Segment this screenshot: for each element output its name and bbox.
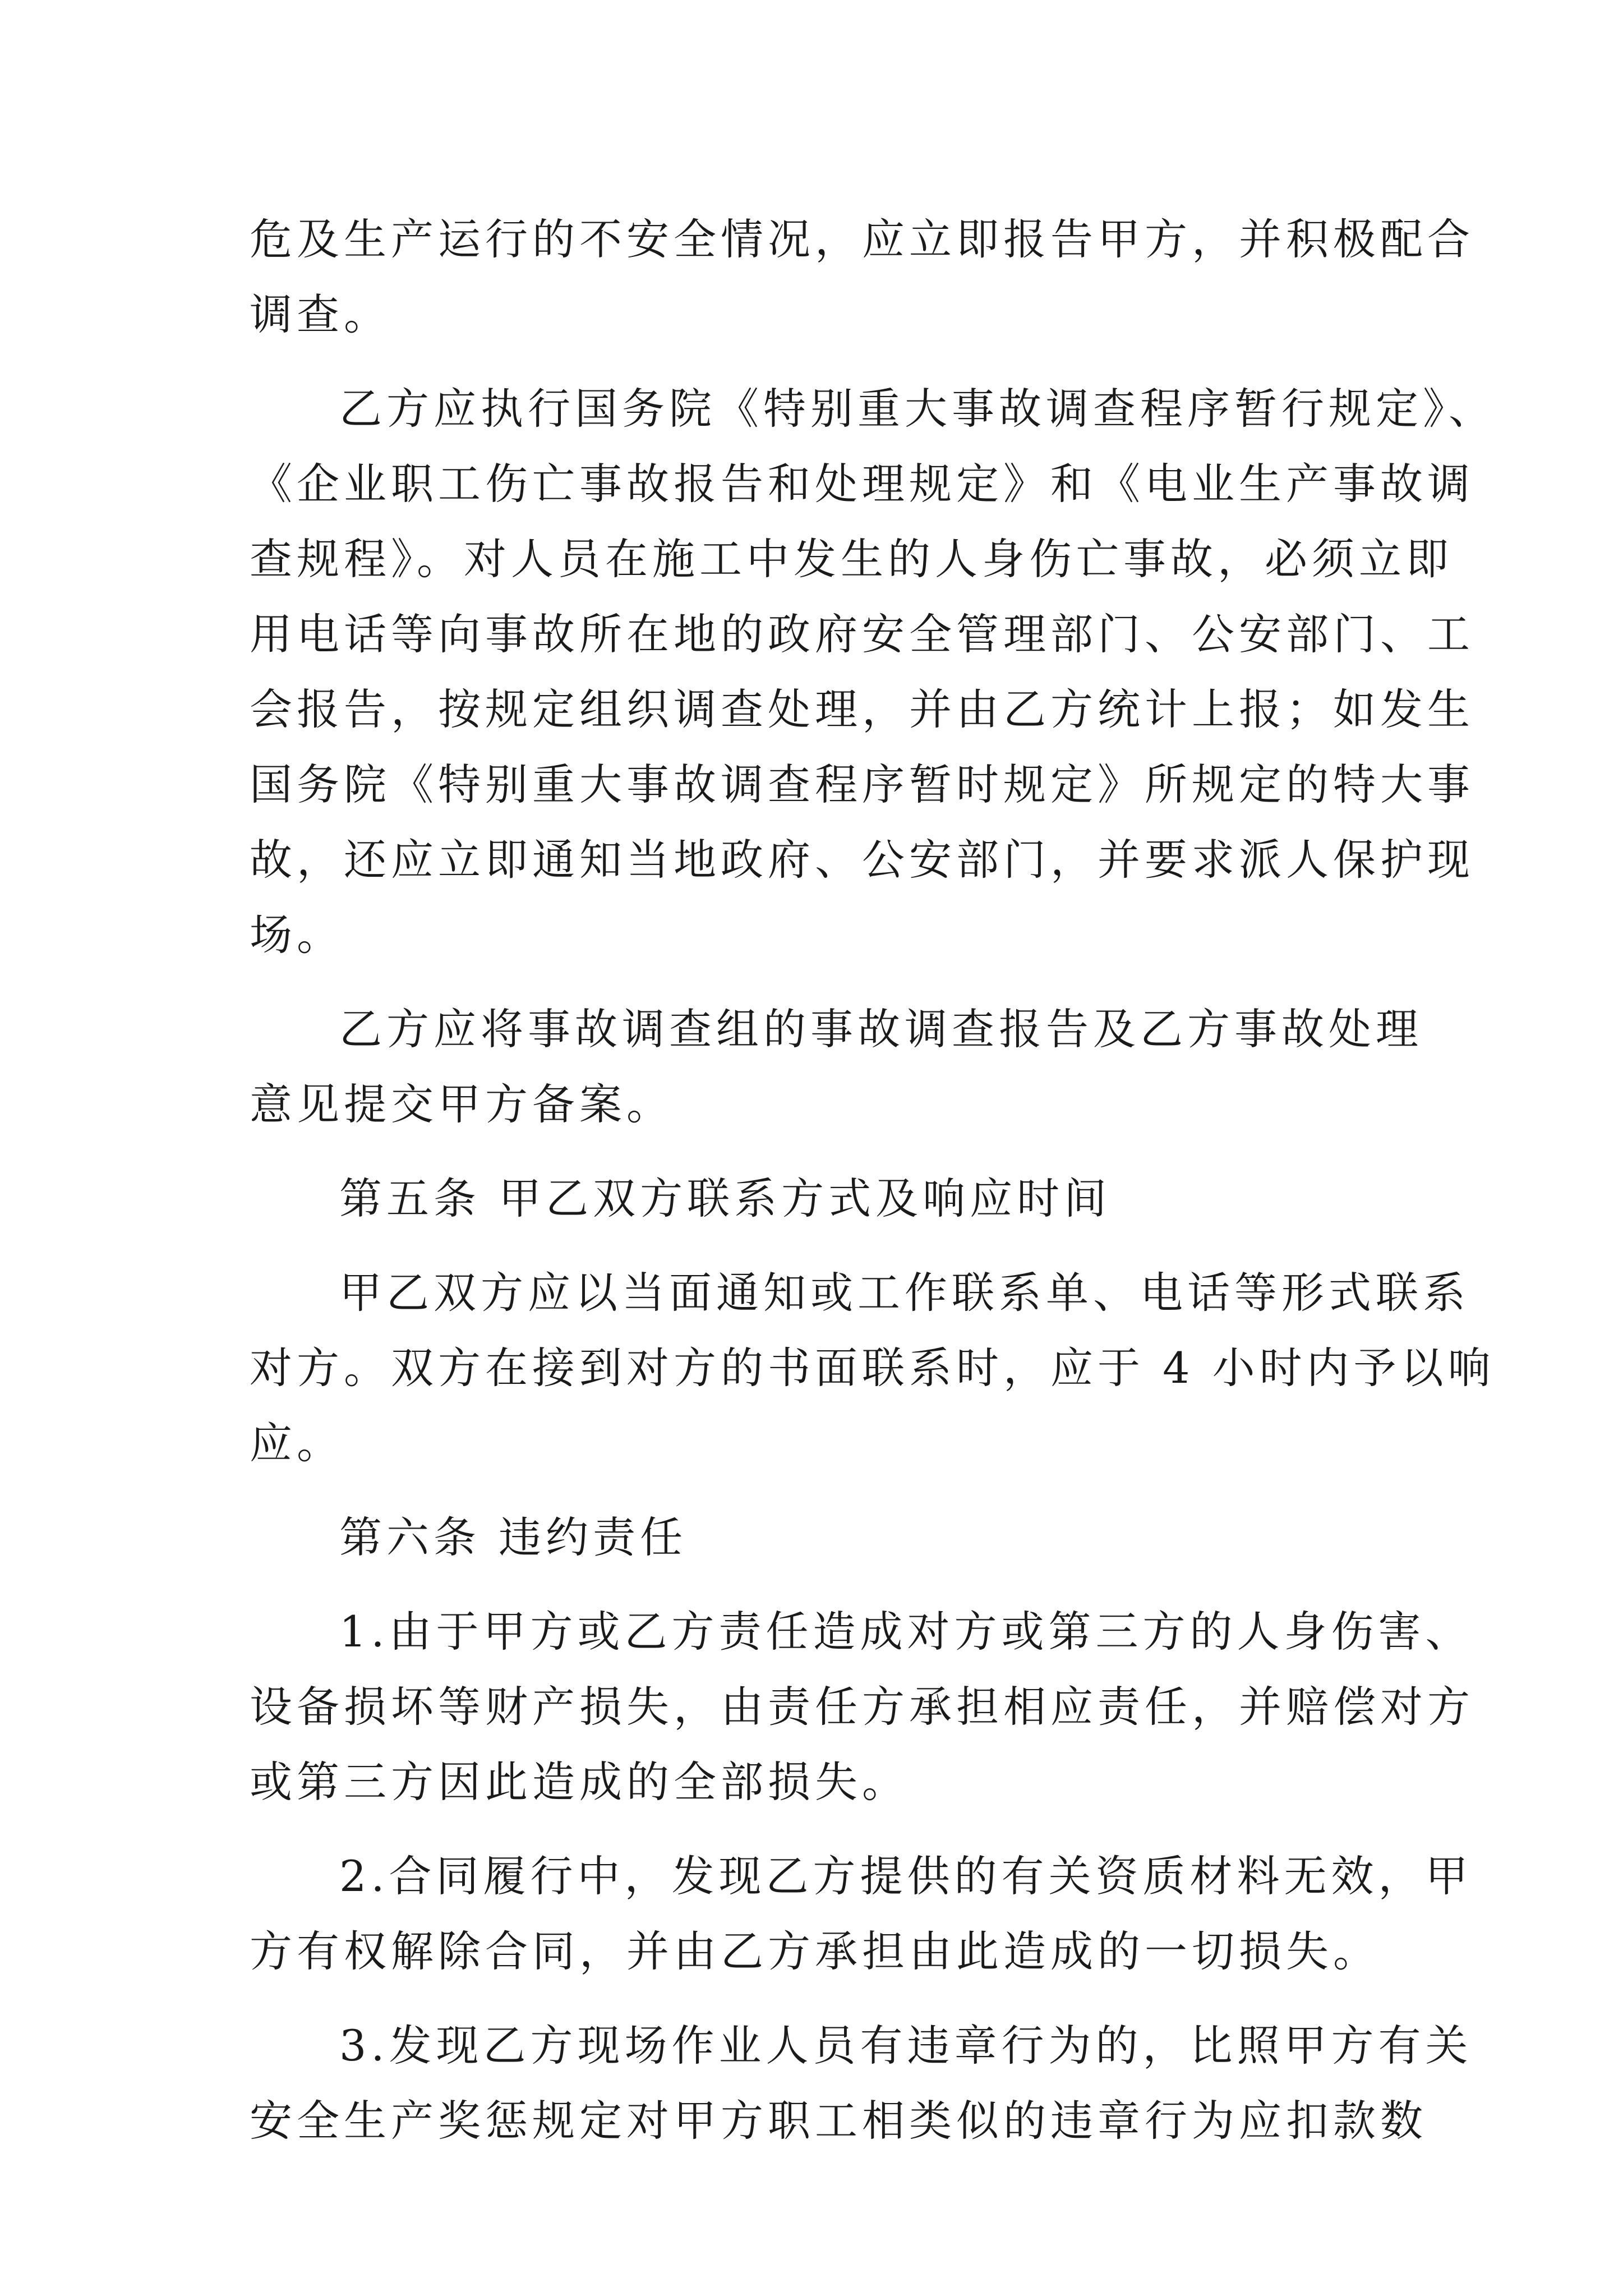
paragraph-line: 《企业职工伤亡事故报告和处理规定》和《电业生产事故调 (250, 459, 1474, 509)
paragraph-line: 设备损坏等财产损失，由责任方承担相应责任，并赔偿对方 (250, 1682, 1474, 1732)
paragraph-line: 意见提交甲方备案。 (250, 1079, 674, 1129)
paragraph-line: 调查。 (250, 289, 391, 339)
paragraph-line: 对方。双方在接到对方的书面联系时，应于 4 小时内予以响 (250, 1343, 1495, 1393)
section-heading: 第五条 甲乙双方联系方式及响应时间 (339, 1174, 1112, 1223)
paragraph-line: 乙方应执行国务院《特别重大事故调查程序暂行规定》、 (339, 384, 1496, 434)
section-heading: 第六条 违约责任 (339, 1512, 688, 1562)
paragraph-line: 场。 (250, 910, 344, 960)
paragraph-line: 会报告，按规定组织调查处理，并由乙方统计上报；如发生 (250, 684, 1474, 734)
paragraph-line: 3.发现乙方现场作业人员有违章行为的，比照甲方有关 (339, 2021, 1473, 2070)
paragraph-line: 应。 (250, 1418, 344, 1468)
paragraph-line: 国务院《特别重大事故调查程序暂时规定》所规定的特大事 (250, 760, 1474, 809)
paragraph-line: 1.由于甲方或乙方责任造成对方或第三方的人身伤害、 (339, 1607, 1473, 1657)
paragraph-line: 危及生产运行的不安全情况，应立即报告甲方，并积极配合 (250, 214, 1474, 264)
paragraph-line: 查规程》。对人员在施工中发生的人身伤亡事故，必须立即 (250, 534, 1453, 584)
paragraph-line: 甲乙双方应以当面通知或工作联系单、电话等形式联系 (339, 1268, 1470, 1318)
paragraph-line: 安全生产奖惩规定对甲方职工相类似的违章行为应扣款数 (250, 2096, 1427, 2146)
paragraph-line: 乙方应将事故调查组的事故调查报告及乙方事故处理 (339, 1004, 1423, 1054)
contract-body-text (250, 202, 1496, 2159)
paragraph-line: 方有权解除合同，并由乙方承担由此造成的一切损失。 (250, 1926, 1380, 1976)
paragraph-line: 故，还应立即通知当地政府、公安部门，并要求派人保护现 (250, 835, 1474, 885)
paragraph-line: 或第三方因此造成的全部损失。 (250, 1757, 909, 1807)
paragraph-line: 2.合同履行中，发现乙方提供的有关资质材料无效，甲 (339, 1851, 1473, 1901)
paragraph-line: 用电话等向事故所在地的政府安全管理部门、公安部门、工 (250, 609, 1474, 659)
